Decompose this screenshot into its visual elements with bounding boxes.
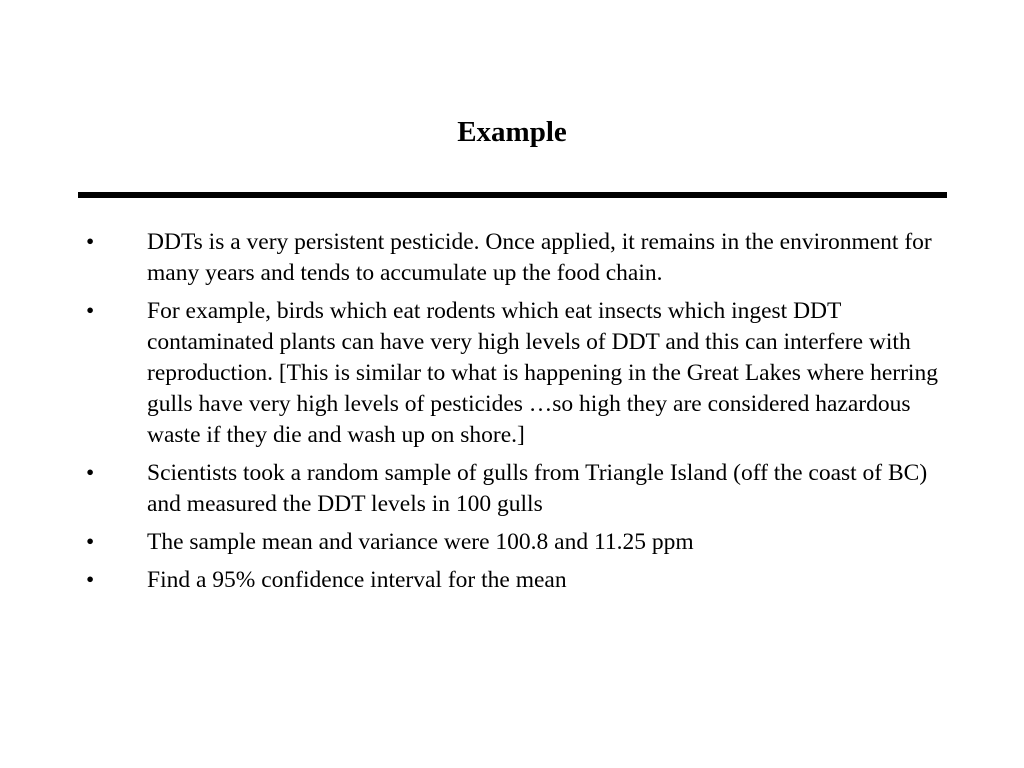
bullet-dot-icon: • [86,298,95,324]
title-divider [78,192,947,198]
bullet-dot-icon: • [86,460,95,486]
bullet-text: Scientists took a random sample of gulls from Triangle Island (off the coast of BC) and measured the DDT levels in 100 gulls [147,460,928,517]
bullet-item [86,458,946,520]
bullet-text: For example, birds which eat rodents which eat insects which ingest DDT contaminated plants can have very high levels of DDT and this can interfere with reproduction. [This is similar to what is happening in the Great Lakes where herring gulls have very high levels of pesticides …so high they are considered hazardous waste if they die and wash up on shore.] [147,298,938,448]
slide-title: Example [457,116,567,148]
bullet-dot-icon: • [86,567,95,593]
bullet-item [86,227,946,289]
bullet-item [86,296,946,451]
bullet-text: The sample mean and variance were 100.8 and 11.25 ppm [147,529,694,555]
bullet-dot-icon: • [86,529,95,555]
bullet-dot-icon: • [86,229,95,255]
bullet-text: DDTs is a very persistent pesticide. Once applied, it remains in the environment for many years and tends to accumulate up the food chain. [147,229,932,286]
bullet-text: Find a 95% confidence interval for the mean [147,567,567,593]
bullet-item [86,527,946,558]
bullet-list [86,227,946,603]
bullet-item [86,565,946,596]
